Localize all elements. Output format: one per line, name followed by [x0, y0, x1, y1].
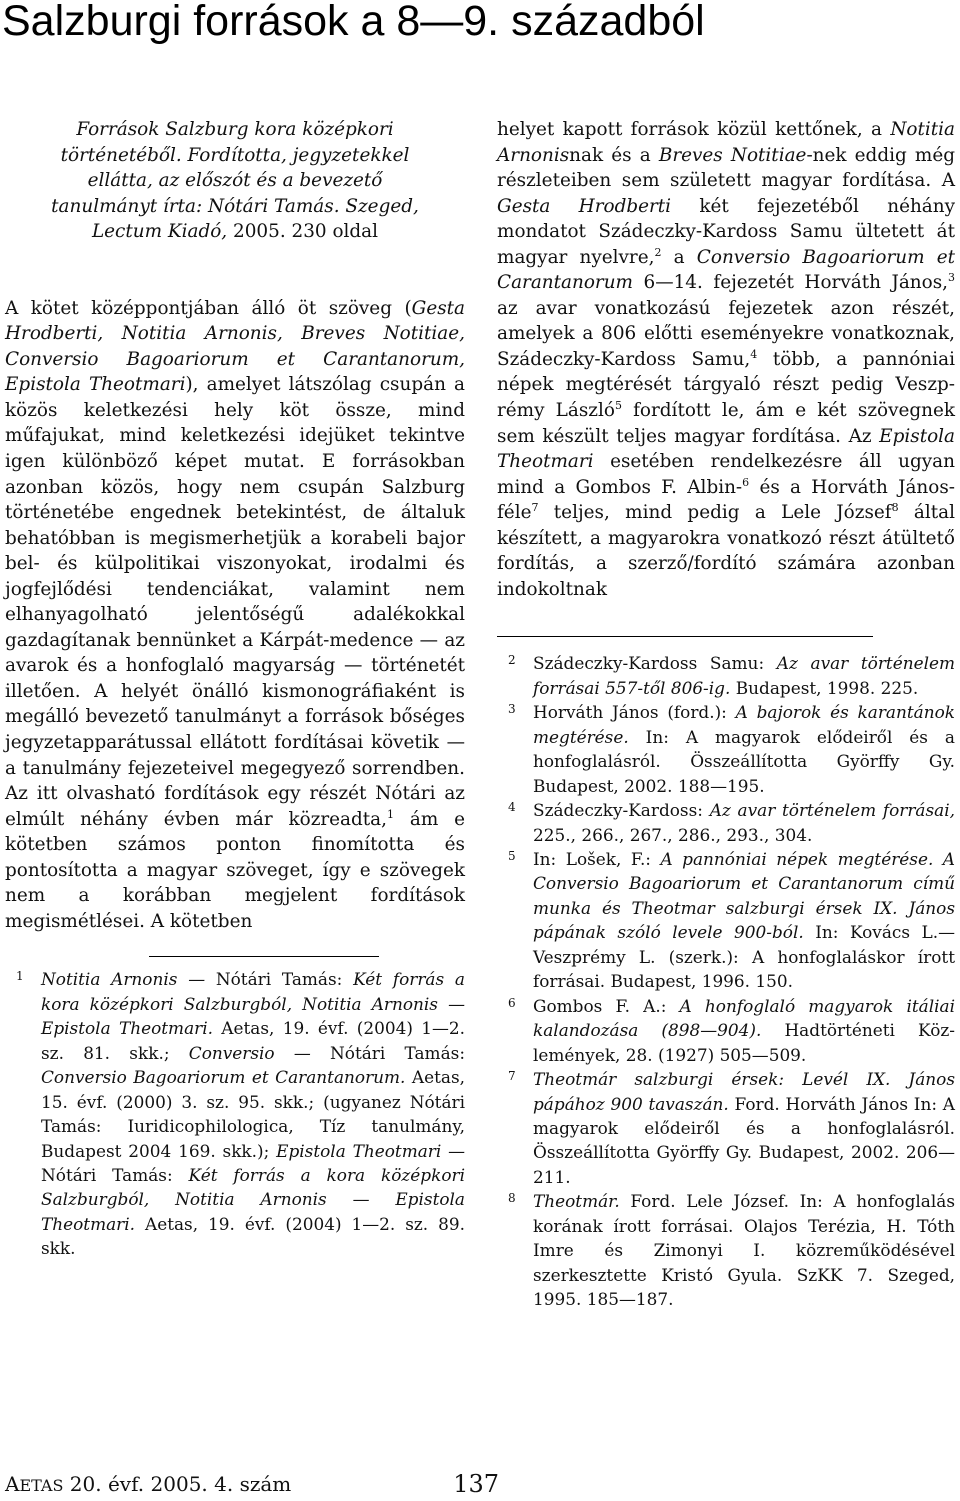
footnote-3: 3 Horváth János (ford.): A bajorok és karantánok megtérése. In: A magyarok elődeiről és a honfoglalásról. Összeállította Györffy Gy. Budapest, 2002. 188—195.: [508, 702, 955, 796]
footnote-7: 7 Theotmár salzburgi érsek: Levél IX. János pápához 900 tavaszán. Ford. Horváth János In: A magyarok elődeiről és a honfoglalásról. Összeállította Györffy Gy. Budapest, 2002. 206—211.: [508, 1069, 955, 1187]
work-titles: Gesta Hrodberti, Notitia Arnonis, Breves Notitiae, Conversio Bagoariorum et Carantanorum, Epistola Theotmari: [5, 297, 465, 396]
footnote-8: 8 Theotmár. Ford. Lele József. In: A honfoglalás korának írott forrásai. Olajos Terézia, H. Tóth Imre és Zimonyi I. közreműködésével szerkesztette Kristó Gyula. SzKK 7. Szeged, 1995. 185—187.: [508, 1191, 955, 1310]
footnote-6: 6 Gombos F. A.: A honfoglaló magyarok itáliai kalandozása (898—904). Hadtörténeti Közlemények, 28. (1927) 505—509.: [508, 995, 955, 1065]
footnote-ref[interactable]: 8: [891, 501, 899, 515]
footnote-ref[interactable]: 7: [531, 501, 539, 515]
footnote-5: 5 In: Lošek, F.: A pannóniai népek megtérése. A Conversio Bagoariorum et Carantanorum című munka és Theotmar salzburgi érsek IX. János pápának szóló levele 900-ból. In: Kovács L.—Veszprémy L. (szerk.): A honfoglaláskor írott forrásai. Budapest, 1996. 150.: [508, 849, 955, 992]
footnote-ref[interactable]: 1: [387, 807, 394, 821]
bibliography-italic: Források Salzburg kora középkori történetéből. Fordította, jegyzetekkel ellátta, az előszót és a bevezető tanulmányt írta: Nótári Tamás. Szeged, Lectum Kiadó,: [51, 119, 419, 243]
footnote-1: 1 Notitia Arnonis — Nótári Tamás: Két forrás a kora középkori Salzburgból, Notitia Arnonis — Epistola Theotmari. Aetas, 19. évf. (2004) 1—2. sz. 81. skk.; Conversio — Nótári Tamás: Conversio Bagoariorum et Carantanorum. Aetas, 15. évf. (2000) 3. sz. 95. skk.; (ugyanez Nótári Tamás: Iuridicophilologica, Tíz tanulmány, Budapest 2004 169. skk.); Epistola Theotmari — Nótári Tamás: Két forrás a kora középkori Salzburgból, Notitia Arnonis — Epistola Theotmari. Aetas, 19. évf. (2004) 1—2. sz. 89. skk.: [16, 969, 466, 1259]
footnote-4: 4 Szádeczky-Kardoss: Az avar történelem forrásai, 225., 266., 267., 286., 293., 304.: [508, 800, 955, 845]
body-paragraph: A kötet középpontjában álló öt szöveg (Gesta Hrodberti, Notitia Arnonis, Breves Notitiae, Conversio Bagoariorum et Carantanorum, Epistola Theotmari), amelyet látszólag csupán a közös keletkezési hely köt össze, mind műfajukat, mind keletkezési idejüket tekintve igen különböző képet mutat. E forrásokban azonban közös, hogy nem csupán Salzburg történetébe engednek betekintést, de általuk behatóbban is megismerhetjük a korabeli bajor bel- és külpolitikai viszonyokat, irodalmi és jogfejlődési tendenciákat, valamint nem elhanyagolható jelentőségű adalékokkal gazdagítanak bennünket a Kárpát-medence — az avarok és a honfoglaló magyarság — történetét illetően. A helyét önálló kismonográfiaként is megálló bevezető tanulmányt a források bőséges jegyzetapparátussal ellátott fordításai követik — a tanulmány fejezeteivel megegyező sorrendben. Az itt olvasható fordítások egy részét Nótári az elmúlt néhány évben már közreadta,$^1$ ám e kötetben számos ponton finomította és pontosította a magyar szöveget, így e szövegek nem a korábban megjelent fordítások megismétlései. A kötetben: [5, 297, 465, 932]
footnote-ref[interactable]: 4: [750, 347, 758, 361]
footnote-ref[interactable]: 3: [948, 271, 955, 285]
footnote-ref[interactable]: 6: [742, 475, 750, 489]
footnote-ref[interactable]: 2: [654, 245, 662, 259]
body-paragraph-continued: helyet kapott források közül kettőnek, a Notitia Arnonisnak és a Breves Notitiae-nek eddig még részleteiben sem született magyar fordítása. A Gesta Hrodberti két fejezetéből néhány mondatot Szádeczky-Kardoss Samu ültetett át magyar nyelvre,$^2$ a Conversio Bagoariorum et Carantanorum 6—14. fejezetét Horváth János,$^3$ az avar vonatkozású fejezetek azon részét, amelyek a 806 előtti eseményekre vonatkoznak, Szádeczky-Kardoss Samu,$^4$ több, a pannóniai népek megtérését tárgyaló részt pedig Veszprémy László$^5$ fordított le, ám e két szövegnek sem készült teljes magyar fordítása. Az Epistola Theotmari esetében rendelkezésre áll ugyan mind a Gombos F. Albin-$^6$ és a Horváth János-féle$^7$ teljes, mind pedig a Lele József$^8$ által készített, a magyarokra vonatkozó részt átültető fordítás, a szerző/fordító számára azonban indokoltnak: [497, 119, 956, 600]
page-footer: [5, 1469, 499, 1501]
footnote-2: 2 Szádeczky-Kardoss Samu: Az avar történelem forrásai 557-től 806-ig. Budapest, 1998. 225.: [508, 653, 955, 698]
footnotes-right: [497, 651, 955, 1311]
journal-name: AETAS 20. évf. 2005. 4. szám: [5, 1472, 292, 1496]
page-number: 137: [453, 1470, 499, 1498]
footnote-divider: [497, 636, 873, 637]
footnotes-left: [5, 967, 465, 1260]
left-column: [5, 117, 465, 1261]
right-column: [497, 117, 955, 1312]
bibliography-plain: 2005. 230 oldal: [233, 221, 379, 243]
footnote-ref[interactable]: 5: [614, 398, 622, 412]
footnote-divider: [149, 956, 379, 957]
page-title: Salzburgi források a 8—9. századból: [2, 0, 705, 45]
book-bibliography: [33, 117, 437, 245]
